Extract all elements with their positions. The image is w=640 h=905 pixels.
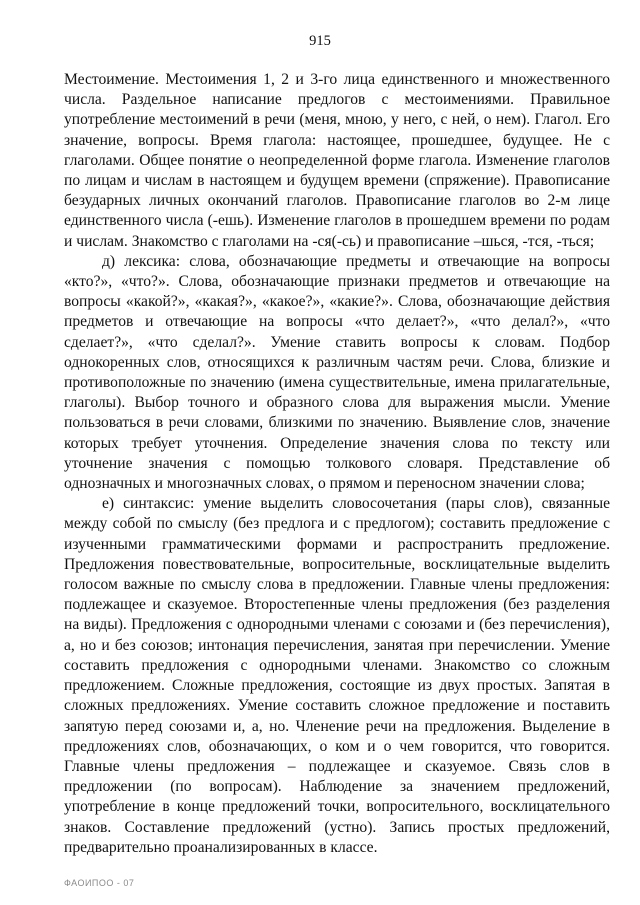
paragraph-morphology: Местоимение. Местоимения 1, 2 и 3-го лица единственного и множественного числа. Раздельное написание предлогов с местоимениями. Правильное употребление местоимений в речи (меня, мною, у него, с ней, о нем). Глагол. Его значение, вопросы. Время глагола: настоящее, прошедшее, будущее. Не с глаголами. Общее понятие о неопределенной форме глагола. Изменение глаголов по лицам и числам в настоящем и будущем времени (спряжение). Правописание безударных личных окончаний глаголов. Правописание глаголов во 2-м лице единственного числа (-ешь). Изменение глаголов в прошедшем времени по родам и числам. Знакомство с глаголами на -ся(-сь) и правописание –шься, -тся, -ться; <box>64 71 610 250</box>
footer-code: ФАОИПОО - 07 <box>64 878 135 888</box>
paragraph-syntax: е) синтаксис: умение выделить словосочетания (пары слов), связанные между собой по смыслу (без предлога и с предлогом); составить предложение с изученными грамматическими формами и распространить предложение. Предложения повествовательные, вопросительные, восклицательные выделить голосом важные по смыслу слова в предложении. Главные члены предложения: подлежащее и сказуемое. Второстепенные члены предложения (без разделения на виды). Предложения с однородными членами с союзами и (без перечисления), а, но и без союзов; интонация перечисления, занятая при перечислении. Умение составить предложения с однородными членами. Знакомство со сложным предложением. Сложные предложения, состоящие из двух простых. Запятая в сложных предложениях. Умение составить сложное предложение и поставить запятую перед союзами и, а, но. Членение речи на предложения. Выделение в предложениях слов, обозначающих, о ком и о чем говорится, что говорится. Главные члены предложения – подлежащее и сказуемое. Связь слов в предложении (по вопросам). Наблюдение за значением предложений, употребление в конце предложений точки, вопросительного, восклицательного знаков. Составление предложений (устно). Запись простых предложений, предварительно проанализированных в классе. <box>64 495 610 856</box>
document-body <box>64 70 610 858</box>
paragraph-lexicon: д) лексика: слова, обозначающие предметы и отвечающие на вопросы «кто?», «что?». Слова, обозначающие признаки предметов и отвечающие на вопросы «какой?», «какая?», «какое?», «какие?». Слова, обозначающие действия предметов и отвечающие на вопросы «что делает?», «что делал?», «что сделает?», «что сделал?». Умение ставить вопросы к словам. Подбор однокоренных слов, относящихся к различным частям речи. Слова, близкие и противоположные по значению (имена существительные, имена прилагательные, глаголы). Выбор точного и образного слова для выражения мысли. Умение пользоваться в речи словами, близкими по значению. Выявление слов, значение которых требует уточнения. Определение значения слова по тексту или уточнение значения с помощью толкового словаря. Представление об однозначных и многозначных словах, о прямом и переносном значении слова; <box>64 252 610 493</box>
page-number: 915 <box>309 33 331 49</box>
